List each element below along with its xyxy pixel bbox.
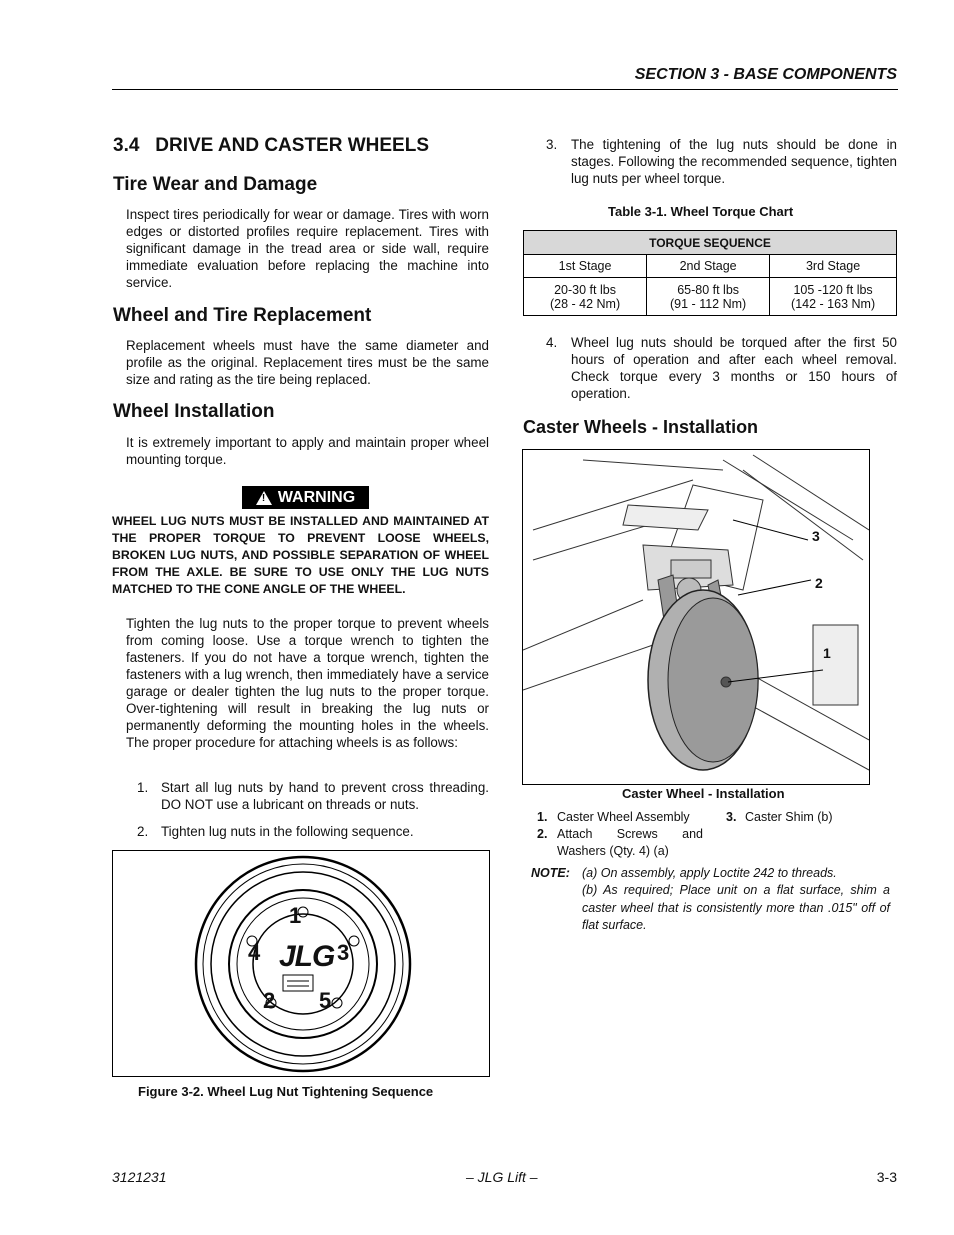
heading-tire-wear: Tire Wear and Damage <box>113 174 318 195</box>
caster-figure-caption: Caster Wheel - Installation <box>622 786 785 801</box>
stage-2-nm: (91 - 112 Nm) <box>670 296 747 311</box>
stage-2-value <box>647 278 770 316</box>
stage-3-nm: (142 - 163 Nm) <box>791 296 876 311</box>
torque-table-caption: Table 3-1. Wheel Torque Chart <box>608 204 794 219</box>
legend-2-num: 2. <box>537 827 548 841</box>
procedure-text: Tighten the lug nuts to the proper torque to prevent wheels from coming loose. Use a torque wrench to tighten the fasteners. If you do not have a torque wrench, tighten the fasteners with a lug wrench, then immediately have a service garage or dealer tighten the lug nuts to the proper torque. Over-tightening will result in breaking the lug nuts or permanently deforming the mounting holes in the wheels. The proper procedure for attaching wheels is as follows: <box>126 616 489 750</box>
footer-center: – JLG Lift – <box>466 1169 538 1185</box>
wheel-installation-text: It is extremely important to apply and maintain proper wheel mounting torque. <box>126 435 489 467</box>
legend-1-num: 1. <box>537 810 548 824</box>
heading-wheel-installation: Wheel Installation <box>113 401 275 422</box>
lug-number-4: 4 <box>248 940 261 965</box>
lug-number-1: 1 <box>289 903 302 928</box>
header-rule <box>112 89 898 90</box>
step-1-num: 1. <box>137 780 149 795</box>
figure-lug-caption: Figure 3-2. Wheel Lug Nut Tightening Sequence <box>138 1084 434 1099</box>
heading-caster: Caster Wheels - Installation <box>523 417 759 437</box>
step-3-num: 3. <box>546 137 558 152</box>
stage-3-header: 3rd Stage <box>770 255 897 278</box>
jlg-logo: JLG <box>279 940 335 973</box>
section-header: SECTION 3 - BASE COMPONENTS <box>634 66 897 83</box>
step-4-num: 4. <box>546 335 558 350</box>
warning-label: WARNING <box>277 488 356 506</box>
stage-3-value <box>770 278 897 316</box>
warning-text: WHEEL LUG NUTS MUST BE INSTALLED AND MAINTAINED AT THE PROPER TORQUE TO PREVENT LOOSE WHEELS, BROKEN LUG NUTS, AND POSSIBLE SEPARATION OF WHEEL FROM THE AXLE. BE SURE TO USE ONLY THE LUG NUTS MATCHED TO THE CONE ANGLE OF THE WHEEL. <box>112 514 489 596</box>
callout-3: 3 <box>812 528 820 544</box>
step-1-text: Start all lug nuts by hand to prevent cross threading. DO NOT use a lubricant on threads or nuts. <box>161 780 489 812</box>
stage-1-ftlb: 20-30 ft lbs <box>554 282 616 297</box>
legend-1-text: Caster Wheel Assembly <box>557 810 690 824</box>
torque-table <box>523 230 897 316</box>
tire-wear-text: Inspect tires periodically for wear or damage. Tires with worn edges or distorted profiles require replacement. Tires with significant damage in the tread area or side wall, require immediate evaluation before replacing the machine into service. <box>126 207 489 290</box>
warning-badge <box>242 486 369 509</box>
legend-2-text: Attach Screws and Washers (Qty. 4) (a) <box>557 827 703 858</box>
callout-1: 1 <box>823 645 831 661</box>
callout-2: 2 <box>815 575 823 591</box>
caster-illustration <box>523 450 869 784</box>
step-2-num: 2. <box>137 824 149 839</box>
figure-lug-sequence <box>112 850 490 1077</box>
stage-1-nm: (28 - 42 Nm) <box>549 296 621 311</box>
step-4-text: Wheel lug nuts should be torqued after the first 50 hours of operation and after each wheel removal. Check torque every 3 months or 150 hours of operation. <box>571 335 897 401</box>
stage-2-ftlb: 65-80 ft lbs <box>677 282 740 297</box>
stage-2-header: 2nd Stage <box>647 255 770 278</box>
stage-1-value <box>524 278 647 316</box>
stage-3-ftlb: 105 -120 ft lbs <box>793 282 873 297</box>
lug-number-5: 5 <box>319 988 332 1013</box>
lug-number-2: 2 <box>263 988 276 1013</box>
step-2-text: Tighten lug nuts in the following sequence. <box>161 824 414 839</box>
wheel-replacement-text: Replacement wheels must have the same diameter and profile as the original. Replacement tires must be the same size and rating as the tire being replaced. <box>126 338 489 387</box>
main-title: 3.4 DRIVE AND CASTER WHEELS <box>113 135 430 156</box>
step-3-text: The tightening of the lug nuts should be done in stages. Following the recommended sequence, tighten lug nuts per wheel torque. <box>571 137 897 186</box>
footer-page-number: 3-3 <box>876 1169 897 1185</box>
legend-3-num: 3. <box>726 810 737 824</box>
warning-icon: ! <box>256 491 272 505</box>
stage-1-header: 1st Stage <box>524 255 647 278</box>
note-a: (a) On assembly, apply Loctite 242 to threads. <box>582 866 837 880</box>
note-b: (b) As required; Place unit on a flat surface, shim a caster wheel that is consistently more than .015" off of flat surface. <box>582 883 890 932</box>
torque-table-header: TORQUE SEQUENCE <box>524 231 897 255</box>
figure-caster <box>522 449 870 785</box>
lug-number-3: 3 <box>337 940 350 965</box>
footer-doc-number: 3121231 <box>112 1169 167 1185</box>
note-label: NOTE: <box>531 866 570 880</box>
legend-3-text: Caster Shim (b) <box>745 810 833 824</box>
heading-wheel-replacement: Wheel and Tire Replacement <box>113 305 372 326</box>
